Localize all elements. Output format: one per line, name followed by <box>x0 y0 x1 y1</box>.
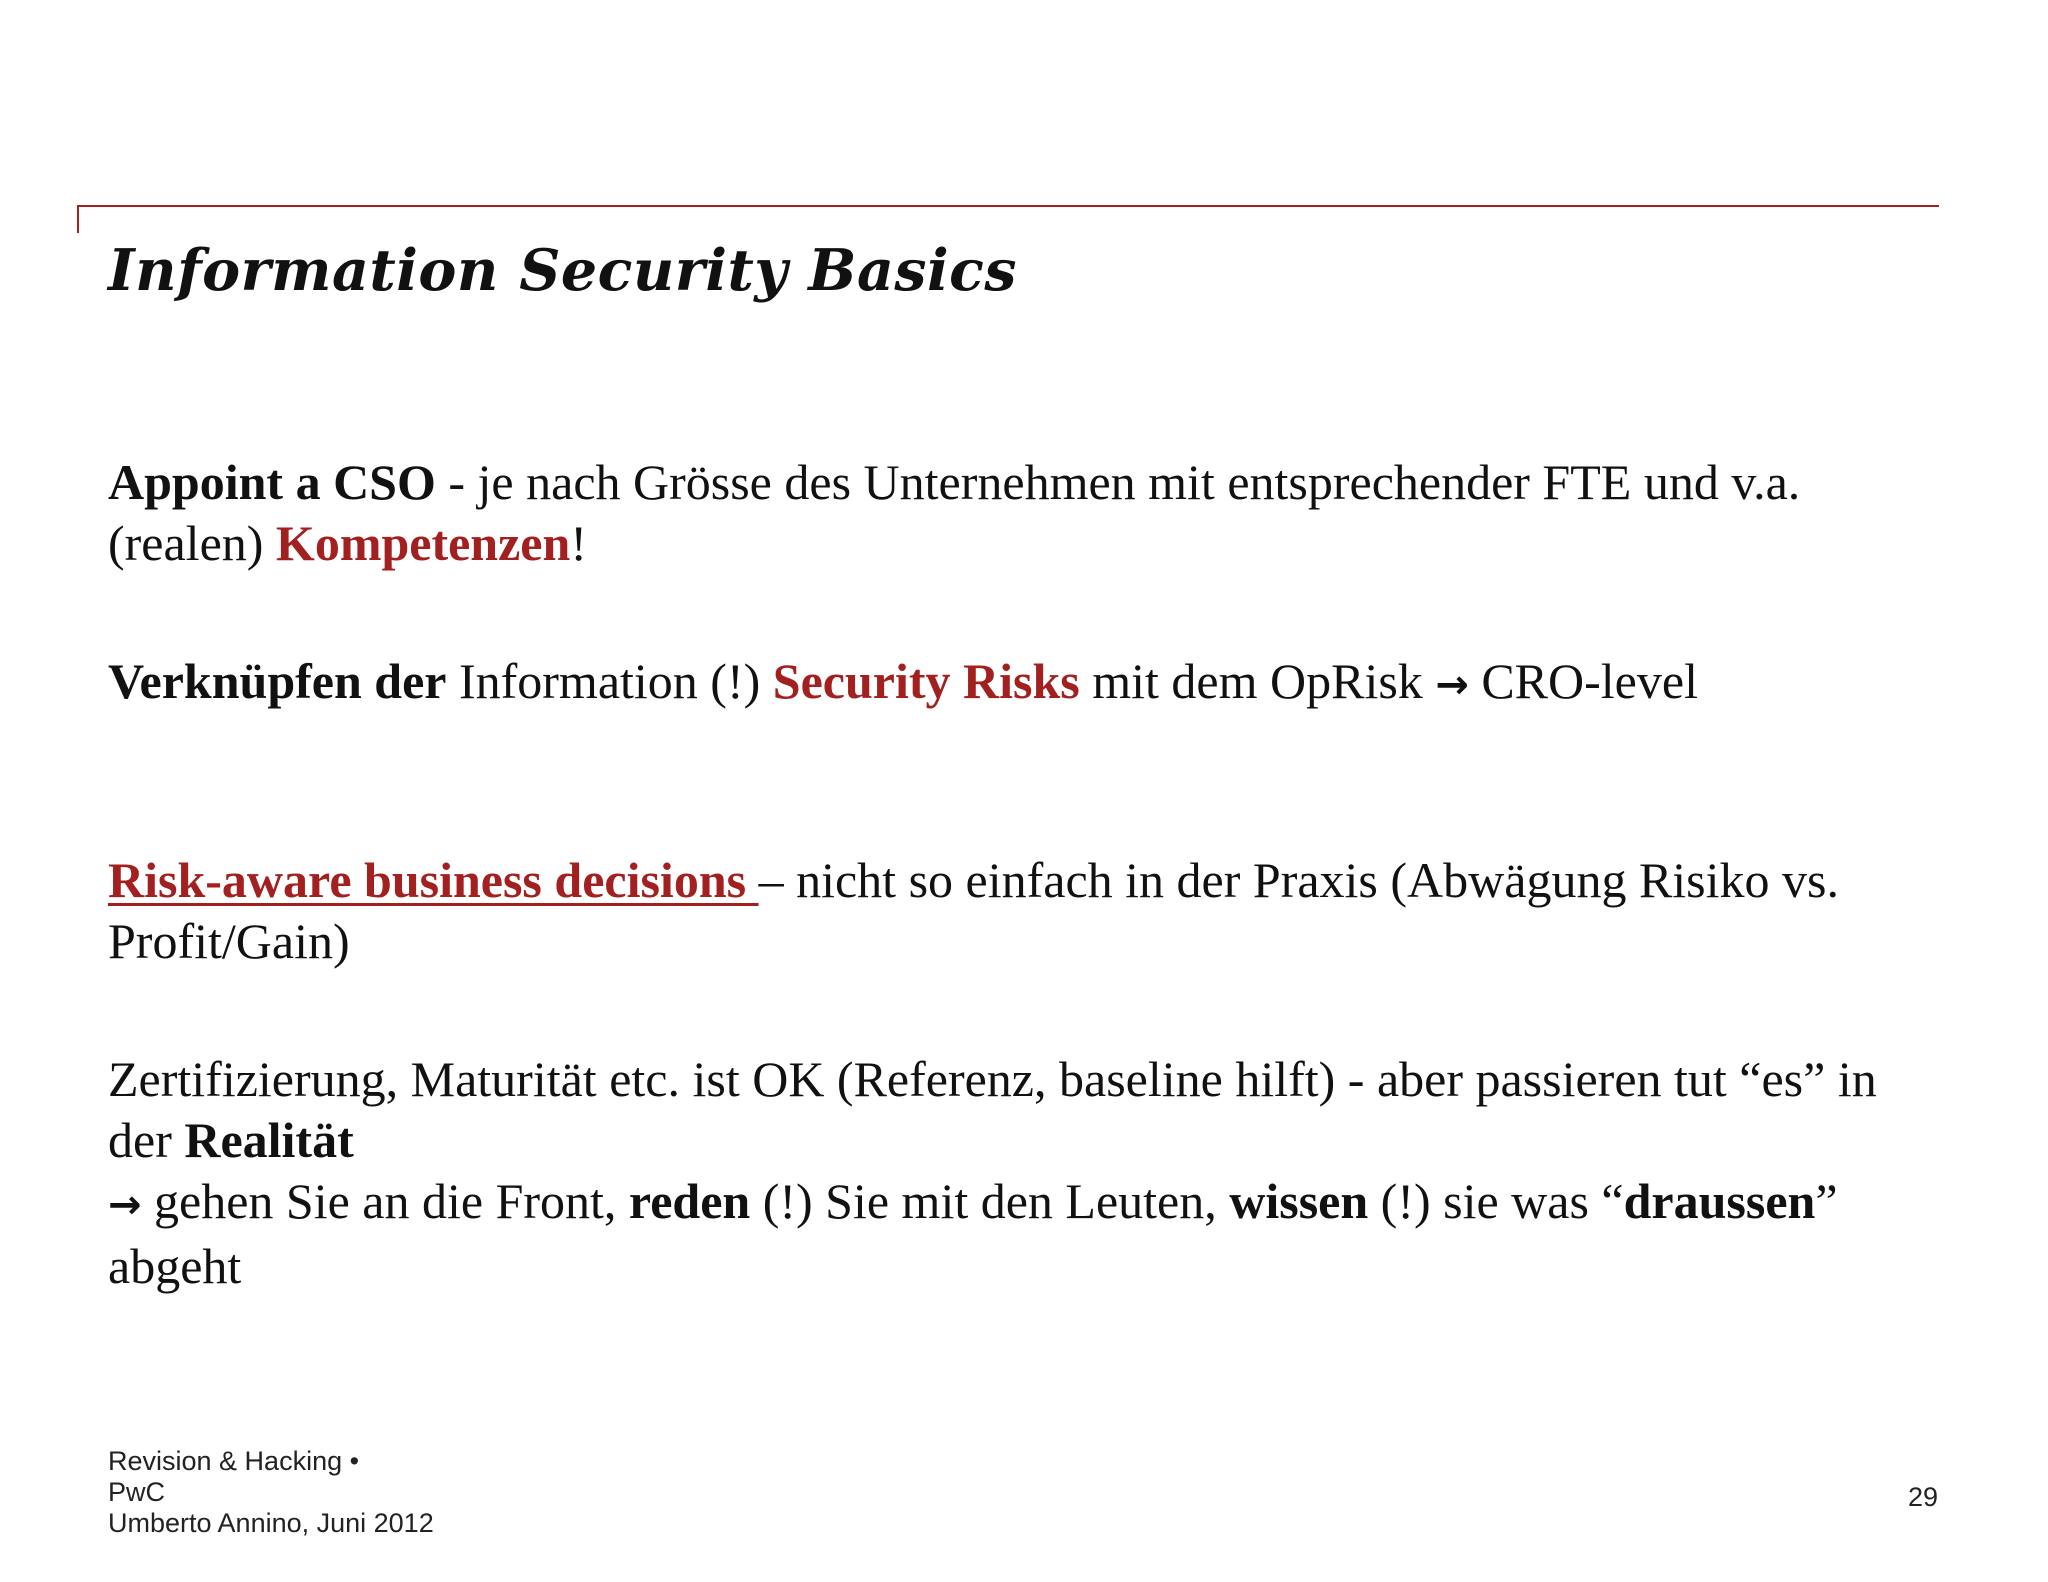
appoint-cso-text: - je nach Grösse des Unternehmen mit entsprechender FTE und v.a. (realen) <box>108 454 1801 571</box>
security-risks-highlight: Security Risks <box>772 653 1080 709</box>
verknuepfen-text-3: CRO-level <box>1468 653 1698 709</box>
footer-line-3: Umberto Annino, Juni 2012 <box>108 1508 434 1538</box>
risk-aware-link[interactable]: Risk-aware business decisions <box>108 852 759 908</box>
zertifizierung-text: Zertifizierung, Maturität etc. ist OK (Referenz, baseline hilft) - aber passieren tut “es” in der <box>108 1051 1877 1168</box>
paragraph-zertifizierung <box>108 1049 1938 1297</box>
verknuepfen-text-2: mit dem OpRisk <box>1079 653 1436 709</box>
was-text: (!) sie was “ <box>1368 1173 1624 1229</box>
wissen-bold: wissen <box>1229 1173 1369 1229</box>
leuten-text: (!) Sie mit den Leuten, <box>750 1173 1230 1229</box>
slide-title: Information Security Basics <box>108 237 1017 304</box>
draussen-bold: draussen <box>1623 1173 1816 1229</box>
slide-footer <box>108 1446 434 1539</box>
title-rule <box>77 205 1939 207</box>
arrow-right-icon: → <box>1435 662 1469 708</box>
paragraph-verknuepfen <box>108 651 1938 716</box>
title-rule-tick <box>77 205 79 233</box>
verknuepfen-lead: Verknüpfen der <box>108 653 447 709</box>
abgeht-text: ” abgeht <box>108 1173 1838 1294</box>
verknuepfen-text: Information (!) <box>446 653 773 709</box>
realitaet-bold: Realität <box>184 1112 354 1168</box>
footer-line-2: PwC <box>108 1477 166 1507</box>
appoint-cso-lead: Appoint a CSO <box>108 454 436 510</box>
paragraph-risk-aware <box>108 850 1938 972</box>
risk-aware-text: – nicht so einfach in der Praxis (Abwägung Risiko vs. Profit/Gain) <box>108 852 1839 969</box>
front-text: gehen Sie an die Front, <box>141 1173 629 1229</box>
kompetenzen-highlight: Kompetenzen <box>275 515 571 571</box>
page-number: 29 <box>1907 1482 1938 1512</box>
appoint-cso-end: ! <box>570 515 587 571</box>
paragraph-appoint-cso <box>108 452 1938 574</box>
arrow-right-icon: → <box>108 1182 142 1228</box>
reden-bold: reden <box>628 1173 751 1229</box>
footer-line-1: Revision & Hacking • <box>108 1446 360 1476</box>
